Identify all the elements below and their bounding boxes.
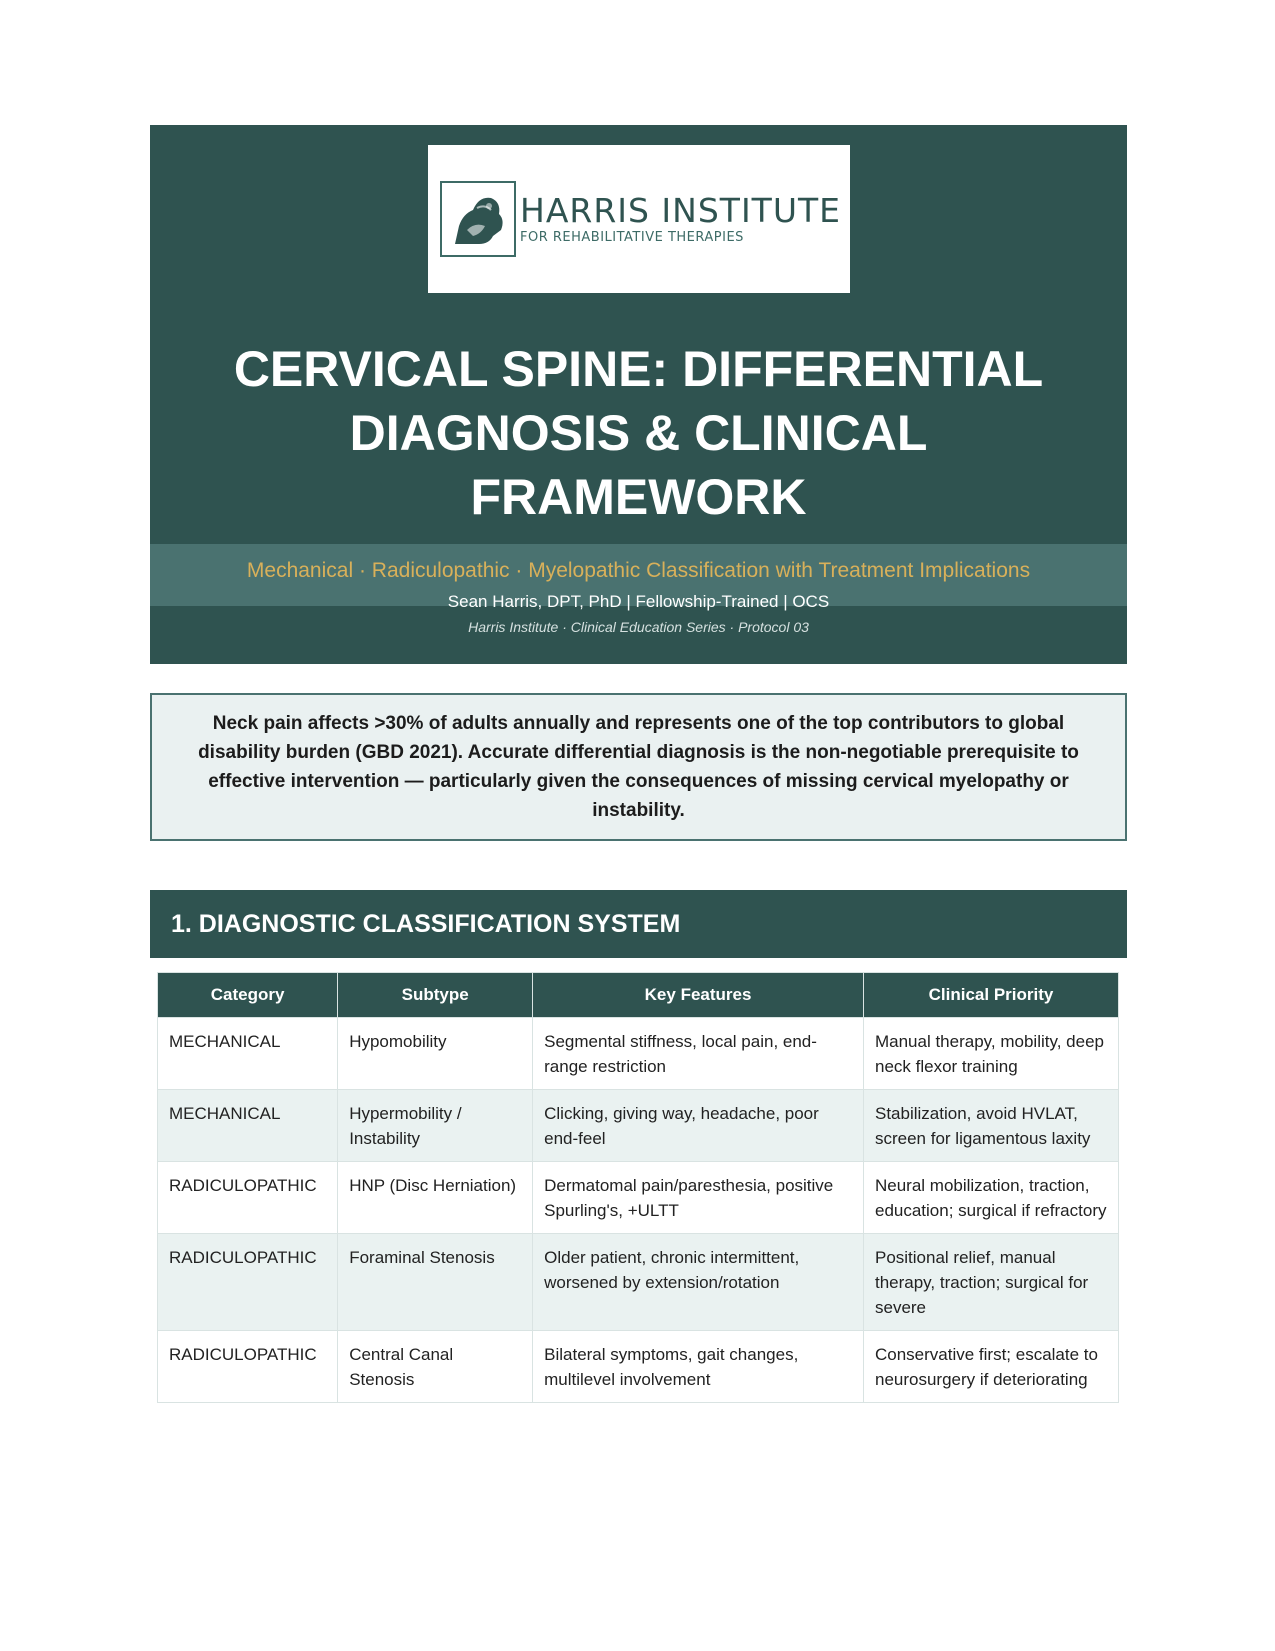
logo-name: HARRIS INSTITUTE (520, 190, 841, 230)
table-cell: Positional relief, manual therapy, traction; surgical for severe (863, 1234, 1118, 1331)
institute-logo (428, 145, 850, 293)
table-cell: Clicking, giving way, headache, poor end-feel (533, 1090, 864, 1162)
document-page (150, 125, 1127, 1389)
column-header: Category (158, 973, 338, 1018)
table-cell: RADICULOPATHIC (158, 1162, 338, 1234)
intro-text: Neck pain affects >30% of adults annually and represents one of the top contributors to global disability burden (GBD 2021). Accurate differential diagnosis is the non-negotiable prerequisite to effective intervention — particularly given the consequences of missing cervical myelopathy or instability. (198, 713, 1079, 821)
title-line: CERVICAL SPINE: DIFFERENTIAL (233, 341, 1044, 397)
logo-tagline: FOR REHABILITATIVE THERAPIES (520, 229, 744, 245)
column-header: Clinical Priority (863, 973, 1118, 1018)
series-line: Harris Institute · Clinical Education Series · Protocol 03 (468, 619, 809, 635)
section-title: 1. DIAGNOSTIC CLASSIFICATION SYSTEM (171, 909, 681, 938)
column-header: Subtype (338, 973, 533, 1018)
table-cell: Hypermobility / Instability (338, 1090, 533, 1162)
table-row (158, 1234, 1119, 1331)
table-row (158, 1162, 1119, 1234)
title-line: DIAGNOSIS & CLINICAL (349, 405, 928, 461)
subtitle: Mechanical · Radiculopathic · Myelopathic Classification with Treatment Implications (246, 559, 1031, 582)
table-cell: Dermatomal pain/paresthesia, positive Spurling's, +ULTT (533, 1162, 864, 1234)
table-row (158, 1018, 1119, 1090)
table-row (158, 1331, 1119, 1403)
table-row (158, 1090, 1119, 1162)
column-header: Key Features (533, 973, 864, 1018)
table-cell: Hypomobility (338, 1018, 533, 1090)
page-title (150, 337, 1127, 529)
table-cell: Central Canal Stenosis (338, 1331, 533, 1403)
table-header-row (158, 973, 1119, 1018)
classification-table-wrapper (157, 972, 1119, 1403)
table-cell: Stabilization, avoid HVLAT, screen for ligamentous laxity (863, 1090, 1118, 1162)
table-cell: RADICULOPATHIC (158, 1331, 338, 1403)
table-cell: Manual therapy, mobility, deep neck flexor training (863, 1018, 1118, 1090)
table-cell: RADICULOPATHIC (158, 1234, 338, 1331)
table-cell: Segmental stiffness, local pain, end-range restriction (533, 1018, 864, 1090)
table-cell: MECHANICAL (158, 1018, 338, 1090)
table-cell: Conservative first; escalate to neurosurgery if deteriorating (863, 1331, 1118, 1403)
section-header (150, 890, 1127, 958)
classification-table (157, 972, 1119, 1403)
table-cell: Neural mobilization, traction, education; surgical if refractory (863, 1162, 1118, 1234)
logo-emblem-icon (440, 181, 516, 257)
table-cell: Older patient, chronic intermittent, worsened by extension/rotation (533, 1234, 864, 1331)
title-banner (150, 125, 1127, 664)
author-line: Sean Harris, DPT, PhD | Fellowship-Trained | OCS (447, 592, 830, 611)
table-cell: Foraminal Stenosis (338, 1234, 533, 1331)
intro-callout (150, 693, 1127, 841)
title-line: FRAMEWORK (470, 469, 807, 525)
table-cell: MECHANICAL (158, 1090, 338, 1162)
table-cell: HNP (Disc Herniation) (338, 1162, 533, 1234)
table-cell: Bilateral symptoms, gait changes, multilevel involvement (533, 1331, 864, 1403)
